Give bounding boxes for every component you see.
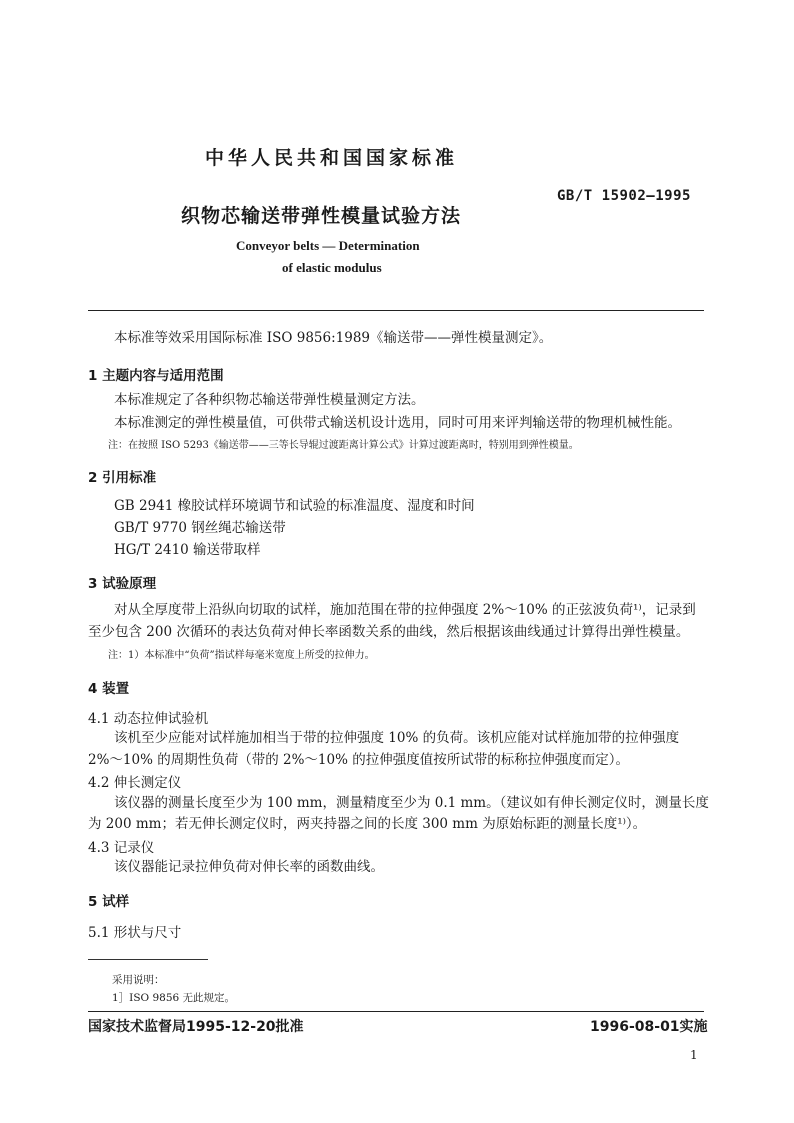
- subsection-4-2-line2: 为 200 mm；若无伸长测定仪时，两夹持器之间的长度 300 mm 为原始标距的测量长度¹⁾）。: [88, 816, 647, 832]
- intro-paragraph: 本标准等效采用国际标准 ISO 9856:1989《输送带——弹性模量测定》。: [114, 330, 553, 346]
- footnote-rule: [88, 959, 208, 960]
- reference-item: GB/T 9770 钢丝绳芯输送带: [114, 520, 286, 536]
- subsection-4-1-heading: 4.1 动态拉伸试验机: [88, 711, 209, 727]
- footer-rule: [88, 1011, 704, 1012]
- section-5-heading: 5 试样: [88, 894, 130, 910]
- footnote-label: 采用说明：: [112, 974, 165, 986]
- standard-code: GB/T 15902—1995: [557, 188, 691, 204]
- effective-date-text: 1996-08-01实施: [590, 1019, 708, 1035]
- document-title-en-line1: Conveyor belts — Determination: [236, 238, 420, 253]
- footnote-item: 1］ISO 9856 无此规定。: [112, 992, 236, 1004]
- header-rule: [88, 310, 704, 311]
- document-title-zh: 织物芯输送带弹性模量试验方法: [181, 205, 462, 227]
- section-3-paragraph-line2: 至少包含 200 次循环的表达负荷对伸长率函数关系的曲线，然后根据该曲线通过计算得出弹性模量。: [88, 624, 690, 640]
- subsection-4-1-line1: 该机至少应能对试样施加相当于带的拉伸强度 10% 的负荷。该机应能对试样施加带的拉伸强度: [114, 730, 680, 746]
- reference-item: GB 2941 橡胶试样环境调节和试验的标准温度、湿度和时间: [114, 498, 475, 514]
- subsection-4-2-heading: 4.2 伸长测定仪: [88, 775, 182, 791]
- section-4-heading: 4 装置: [88, 681, 130, 697]
- reference-item: HG/T 2410 输送带取样: [114, 542, 261, 558]
- subsection-4-3-heading: 4.3 记录仪: [88, 840, 155, 856]
- section-3-note: 注：1）本标准中“负荷”指试样每毫米宽度上所受的拉伸力。: [108, 650, 375, 661]
- national-standard-title: 中华人民共和国国家标准: [205, 147, 459, 169]
- subsection-4-3-line1: 该仪器能记录拉伸负荷对伸长率的函数曲线。: [114, 859, 384, 875]
- section-1-paragraph-1: 本标准规定了各种织物芯输送带弹性模量测定方法。: [114, 392, 425, 408]
- subsection-5-1-heading: 5.1 形状与尺寸: [88, 925, 182, 941]
- section-3-paragraph-line1: 对从全厚度带上沿纵向切取的试样，施加范围在带的拉伸强度 2%～10% 的正弦波负荷¹⁾，记录到: [114, 602, 696, 618]
- approval-text: 国家技术监督局1995-12-20批准: [88, 1019, 304, 1035]
- subsection-4-1-line2: 2%～10% 的周期性负荷（带的 2%～10% 的拉伸强度值按所试带的标称拉伸强度而定）。: [88, 752, 629, 768]
- page-number: 1: [690, 1048, 698, 1062]
- section-2-heading: 2 引用标准: [88, 470, 157, 486]
- document-title-en-line2: of elastic modulus: [282, 260, 382, 275]
- section-3-heading: 3 试验原理: [88, 576, 157, 592]
- subsection-4-2-line1: 该仪器的测量长度至少为 100 mm，测量精度至少为 0.1 mm。（建议如有伸长测定仪时，测量长度: [114, 795, 709, 811]
- section-1-paragraph-2: 本标准测定的弹性模量值，可供带式输送机设计选用，同时可用来评判输送带的物理机械性能。: [114, 415, 681, 431]
- section-1-heading: 1 主题内容与适用范围: [88, 368, 224, 384]
- section-1-note: 注：在按照 ISO 5293《输送带——三等长导辊过渡距离计算公式》计算过渡距离时，特别用到弹性模量。: [108, 440, 579, 451]
